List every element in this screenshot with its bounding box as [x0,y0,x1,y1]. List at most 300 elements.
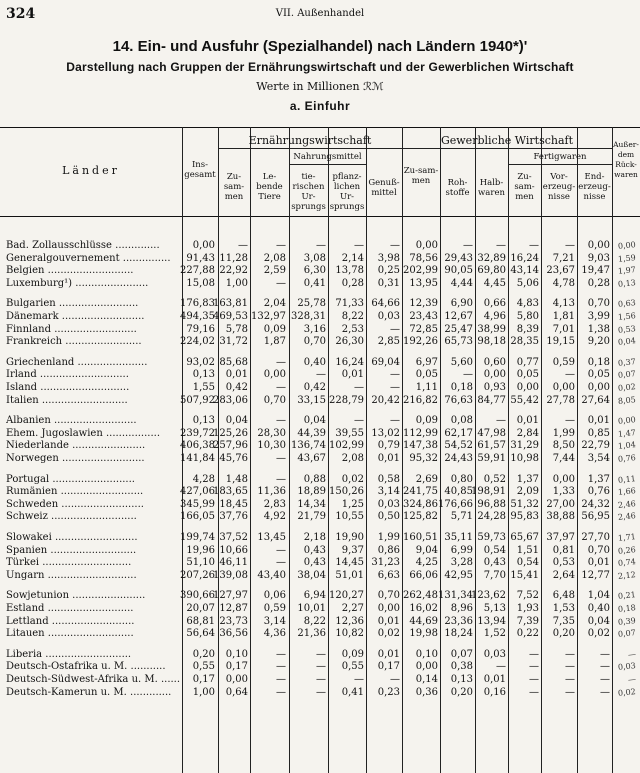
table-cell: — [316,240,326,251]
table-cell: 42,95 [444,569,473,581]
table-cell: 15,41 [510,569,539,581]
table-cell: 0,00 [483,369,506,381]
table-cell: 84,77 [477,394,506,406]
table-cell: — [276,356,286,368]
table-cell: — [390,369,400,381]
country-name: Deutsch-Südwest-Afrika u. M. ...... [6,674,180,685]
table-cell: 93,02 [186,356,215,368]
country-name: Island ............................ [6,382,130,393]
table-cell: 19,15 [546,336,575,348]
table-cell: 0,03 [377,498,400,510]
table-cell: — [276,382,286,393]
table-cell: — [316,686,326,698]
table-row [0,278,640,290]
table-cell: 2,18 [303,532,326,543]
table-cell: 10,30 [257,440,286,452]
table-row [0,557,640,569]
table-cell: 19,96 [186,544,215,556]
table-cell: — [390,382,400,393]
table-cell: 65,73 [444,336,473,348]
table-cell: 36,56 [219,628,248,640]
table-cell: 0,04 [303,415,326,427]
table-title: 14. Ein- und Ausfuhr (Spezialhandel) nach Ländern 1940*)' [112,38,528,55]
table-cell: 0,05 [516,369,539,381]
table-cell: 38,04 [297,569,326,581]
table-cell: 16,02 [409,603,438,614]
table-cell: — [565,415,575,427]
table-cell: 43,40 [257,569,286,581]
table-cell: 0,66 [483,298,506,310]
table-cell: 199,74 [180,532,215,543]
table-cell: 10,55 [335,511,364,523]
table-cell: 39,55 [335,427,364,439]
table-cell: 131,34 [438,590,473,602]
table-cell: 20,07 [186,603,215,614]
table-cell: 0,59 [552,356,575,368]
table-cell: 0,13 [192,369,215,381]
table-cell: 3,14 [377,486,400,498]
table-cell-returns: 1,04 [617,440,637,452]
country-name: Dänemark .......................... [6,311,145,322]
table-cell: 125,26 [213,427,248,439]
table-cell: 141,84 [180,453,215,464]
table-cell: 2,69 [415,473,438,485]
table-cell: 0,00 [552,382,575,393]
table-cell: — [390,240,400,251]
table-cell-returns: 0,74 [617,557,637,569]
table-cell: — [354,240,364,251]
country-name: Lettland .......................... [6,615,135,627]
table-cell: 166,05 [180,511,215,523]
table-cell: 0,00 [225,674,248,685]
table-subtitle: Darstellung nach Gruppen der Ernährungswirtschaft und der Gewerblichen Wirtschaft [66,60,574,74]
table-cell-returns: 0,13 [617,277,637,289]
table-cell: 21,79 [297,511,326,523]
table-cell: 136,74 [291,440,326,452]
table-cell-returns: 0,02 [617,382,637,393]
table-cell: 4,13 [552,298,575,310]
table-cell: 23,36 [444,615,473,627]
table-cell: 5,78 [225,323,248,335]
table-cell: 37,52 [219,532,248,543]
table-cell: 78,56 [409,252,438,264]
table-row [0,324,640,336]
table-cell: 12,87 [219,603,248,614]
table-row [0,511,640,523]
table-cell: — [529,686,539,698]
header-countries: Länder [62,164,120,177]
table-cell: 0,28 [587,277,610,289]
table-cell: 0,41 [303,277,326,289]
header-pre: Vor-erzeug-nisse [542,172,576,202]
table-cell: 91,43 [186,252,215,264]
country-name: Deutsch-Ostafrika u. M. ........... [6,661,166,673]
table-cell-returns: 0,53 [617,323,637,335]
table-cell: 0,40 [587,603,610,614]
country-name: Albanien .......................... [6,415,137,427]
table-row [0,570,640,582]
table-cell-returns: 0,00 [617,415,637,427]
table-cell: 0,43 [303,544,326,556]
table-cell: 0,55 [341,661,364,673]
group-food: Ernährungswirtschaft [248,134,372,147]
table-cell-returns: 0,26 [617,544,637,556]
table-cell: 12,77 [581,569,610,581]
country-name: Generalgouvernement ............... [6,252,171,264]
table-cell: 4,45 [483,277,506,289]
table-cell: 4,83 [516,298,539,310]
table-cell: 0,41 [341,686,364,698]
header-finished: Fertigwaren [533,152,587,162]
table-cell: — [276,277,286,289]
table-cell: 202,99 [403,265,438,277]
table-cell: 0,38 [450,661,473,673]
table-cell: 1,11 [415,382,438,393]
table-cell: 0,18 [450,382,473,393]
table-cell: 0,79 [377,440,400,452]
table-cell: 31,23 [371,557,400,569]
table-cell: 2,08 [263,252,286,264]
table-cell-returns: 0,18 [617,603,637,614]
table-cell: 0,04 [587,615,610,627]
table-cell: 72,85 [409,323,438,335]
table-cell: 0,01 [516,415,539,427]
table-cell: — [276,557,286,569]
table-cell: — [565,648,575,660]
table-cell: 3,54 [587,453,610,464]
table-cell: 139,08 [213,569,248,581]
table-cell: 4,28 [192,473,215,485]
table-cell: 24,28 [477,511,506,523]
table-cell: 0,01 [483,674,506,685]
table-cell: 11,36 [257,486,286,498]
table-cell: 20,42 [371,394,400,406]
subgroup-rule [289,164,366,165]
table-cell-returns: 0,39 [617,615,637,627]
table-cell: 198,91 [471,486,506,498]
table-cell: 1,99 [552,427,575,439]
country-name: Slowakei .......................... [6,532,138,543]
table-cell: 4,96 [483,311,506,322]
country-name: Spanien ........................... [6,544,137,556]
table-cell: — [276,453,286,464]
table-row [0,357,640,369]
table-cell: 1,87 [263,336,286,348]
table-cell: 44,39 [297,427,326,439]
header-bottom-rule [0,216,640,217]
header-fin-total: Zu-sam-men [514,172,535,202]
country-name: Liberia ........................... [6,648,132,660]
table-cell: — [316,369,326,381]
table-cell: 61,57 [477,440,506,452]
table-cell: 5,71 [450,511,473,523]
table-cell: 1,04 [587,590,610,602]
country-name: Norwegen .......................... [6,453,145,464]
country-name: Litauen ........................... [6,628,134,640]
table-cell: 0,77 [516,356,539,368]
table-cell-returns: 0,00 [617,240,637,251]
table-cell: 257,96 [213,440,248,452]
table-cell: 1,55 [192,382,215,393]
country-name: Portugal .......................... [6,473,135,485]
table-cell: 95,83 [510,511,539,523]
table-cell: 2,83 [263,498,286,510]
country-name: Finnland .......................... [6,323,137,335]
table-cell: 1,37 [587,473,610,485]
table-cell: 11,28 [219,252,248,264]
table-cell: 262,48 [403,590,438,602]
table-cell: 0,01 [377,615,400,627]
table-cell: 19,90 [335,532,364,543]
table-cell: 7,44 [552,453,575,464]
table-cell: 0,36 [415,686,438,698]
table-cell: — [496,415,506,427]
table-cell: 0,70 [377,590,400,602]
table-cell: 24,43 [444,453,473,464]
table-cell: — [496,661,506,673]
table-cell: 112,99 [403,427,438,439]
table-cell: 5,06 [516,277,539,289]
table-cell: 8,50 [552,440,575,452]
table-cell: 16,24 [335,356,364,368]
table-cell: 1,51 [516,544,539,556]
country-name: Schweiz ........................... [6,511,137,523]
table-cell: 10,98 [510,453,539,464]
table-cell: — [463,240,473,251]
table-cell: 0,09 [415,415,438,427]
table-row [0,440,640,452]
table-cell: 25,78 [297,298,326,310]
table-cell: 27,70 [581,532,610,543]
table-cell: 59,91 [477,453,506,464]
table-cell: 0,01 [587,557,610,569]
table-cell: 6,90 [450,298,473,310]
table-cell: 0,00 [587,240,610,251]
table-cell: 1,37 [516,473,539,485]
table-cell: — [565,369,575,381]
table-cell: 406,38 [180,440,215,452]
table-cell: — [565,674,575,685]
table-cell: 27,64 [581,394,610,406]
table-cell: 23,73 [219,615,248,627]
table-cell: 390,66 [180,590,215,602]
table-cell: 38,88 [546,511,575,523]
table-cell: 0,80 [450,473,473,485]
table-cell: 0,08 [450,415,473,427]
table-cell: 3,28 [450,557,473,569]
header-end: End-erzeug-nisse [578,172,611,202]
table-cell: 0,00 [587,382,610,393]
table-cell: 283,06 [213,394,248,406]
table-cell: 0,06 [263,590,286,602]
table-cell: 9,04 [415,544,438,556]
table-cell: 0,20 [192,648,215,660]
table-cell: 0,01 [377,453,400,464]
table-row [0,590,640,602]
table-cell: 56,64 [186,628,215,640]
country-name: Luxemburg¹) ....................... [6,277,149,289]
table-cell: 2,04 [263,298,286,310]
table-cell: 90,05 [444,265,473,277]
table-cell-returns: 0,21 [617,590,637,602]
table-cell-returns: 0,63 [617,298,637,310]
table-cell: 0,20 [552,628,575,640]
table-cell: 31,72 [219,336,248,348]
table-cell-returns: 0,37 [617,356,637,368]
table-cell: — [529,648,539,660]
table-cell: 12,39 [409,298,438,310]
table-cell: 3,14 [263,615,286,627]
page-number: 324 [6,6,36,22]
header-nahrungsmittel: Nahrungsmittel [293,152,362,162]
table-cell: — [463,369,473,381]
table-row [0,369,640,381]
table-cell: 328,31 [291,311,326,322]
table-cell: 22,79 [581,440,610,452]
table-cell: 54,52 [444,440,473,452]
table-cell: 4,25 [415,557,438,569]
table-cell: 0,01 [377,648,400,660]
table-cell: 216,82 [403,394,438,406]
header-live-animals: Le-bende Tiere [256,172,283,202]
table-cell: 0,10 [415,648,438,660]
table-cell: 12,36 [335,615,364,627]
table-cell-returns: 1,59 [617,252,637,264]
table-cell: 43,67 [297,453,326,464]
table-cell: 5,60 [450,356,473,368]
table-cell: 7,39 [516,615,539,627]
table-cell: 69,80 [477,265,506,277]
table-cell: 37,97 [546,532,575,543]
table-cell: 10,82 [335,628,364,640]
table-cell: — [238,240,248,251]
table-cell: 0,03 [483,648,506,660]
header-top-rule [0,127,640,128]
table-cell: — [276,661,286,673]
table-cell: 29,43 [444,252,473,264]
table-cell: 0,16 [483,686,506,698]
table-cell: 27,00 [546,498,575,510]
table-cell: 0,00 [377,603,400,614]
table-row [0,616,640,628]
table-cell: 7,70 [483,569,506,581]
table-cell: 0,18 [587,356,610,368]
table-cell-returns: 2,46 [617,498,637,510]
table-cell: 3,08 [303,252,326,264]
table-cell: 68,81 [186,615,215,627]
table-cell: 9,03 [587,252,610,264]
table-cell: 0,00 [415,661,438,673]
table-cell: 150,26 [329,486,364,498]
table-cell: 239,72 [180,427,215,439]
country-name: Niederlande ....................... [6,440,146,452]
table-cell: 0,05 [415,369,438,381]
table-row [0,265,640,277]
table-cell: 4,44 [450,277,473,289]
table-cell: 55,42 [510,394,539,406]
table-cell: — [276,674,286,685]
table-cell: 0,64 [225,686,248,698]
table-cell-returns: 2,12 [617,569,637,581]
table-cell-returns: 1,56 [617,311,637,322]
table-cell: 18,24 [444,628,473,640]
table-row [0,395,640,407]
table-cell: 6,94 [303,590,326,602]
group-rule [218,148,402,149]
header-semi: Halb-waren [478,178,505,198]
country-name: Griechenland ...................... [6,356,148,368]
table-cell: 18,45 [219,498,248,510]
table-cell: 28,35 [510,336,539,348]
table-cell: 76,63 [444,394,473,406]
table-cell-returns: 0,02 [617,686,637,698]
table-cell: 28,30 [257,427,286,439]
table-cell: 0,10 [225,648,248,660]
table-row [0,603,640,615]
table-cell: 6,63 [377,569,400,581]
table-cell: 1,33 [552,486,575,498]
table-cell: 160,51 [403,532,438,543]
table-cell: — [276,648,286,660]
country-name: Frankreich ........................ [6,336,142,348]
table-cell: 0,13 [450,674,473,685]
table-cell: 64,66 [371,298,400,310]
table-cell: 5,13 [483,603,506,614]
header-food-total: Zu-sam-men [223,172,245,202]
table-row [0,545,640,557]
table-cell: 163,81 [213,298,248,310]
header-plant-origin: pflanz-lichen Ur-sprungs [329,172,365,212]
table-cell: — [565,686,575,698]
table-cell: 6,30 [303,265,326,277]
table-cell: 25,47 [444,323,473,335]
table-cell: 44,69 [409,615,438,627]
header-animal-origin: tie-rischen Ur-sprungs [291,172,326,212]
header-returns: Außer-dem Rück-waren [613,140,639,179]
table-cell: 7,52 [516,590,539,602]
table-cell: 207,26 [180,569,215,581]
table-cell: 507,92 [180,394,215,406]
table-cell: — [600,648,610,660]
table-cell-returns: 0,11 [617,473,637,485]
table-cell: 66,06 [409,569,438,581]
table-cell: 1,81 [552,311,575,322]
table-cell: 19,47 [581,265,610,277]
table-cell: 176,66 [438,498,473,510]
table-cell-returns: — [627,649,637,660]
table-cell: — [496,240,506,251]
table-cell: 32,89 [477,252,506,264]
country-name: Deutsch-Kamerun u. M. ............. [6,686,172,698]
table-cell: 51,32 [510,498,539,510]
table-row [0,687,640,699]
table-cell: 0,17 [225,661,248,673]
table-cell-returns: 0,04 [617,336,637,348]
header-industry-total: Zu-sam-men [403,166,439,186]
table-cell: 0,60 [483,356,506,368]
table-cell: 8,22 [303,615,326,627]
table-cell: 69,04 [371,356,400,368]
table-cell: 0,70 [587,298,610,310]
table-cell: 24,32 [581,498,610,510]
table-cell-returns: 2,46 [617,511,637,523]
table-cell: 427,06 [180,486,215,498]
table-cell: 7,21 [552,252,575,264]
group-industry: Gewerbliche Wirtschaft [440,134,574,147]
table-cell: 0,01 [587,415,610,427]
table-cell: 62,17 [444,427,473,439]
table-cell: 3,16 [303,323,326,335]
